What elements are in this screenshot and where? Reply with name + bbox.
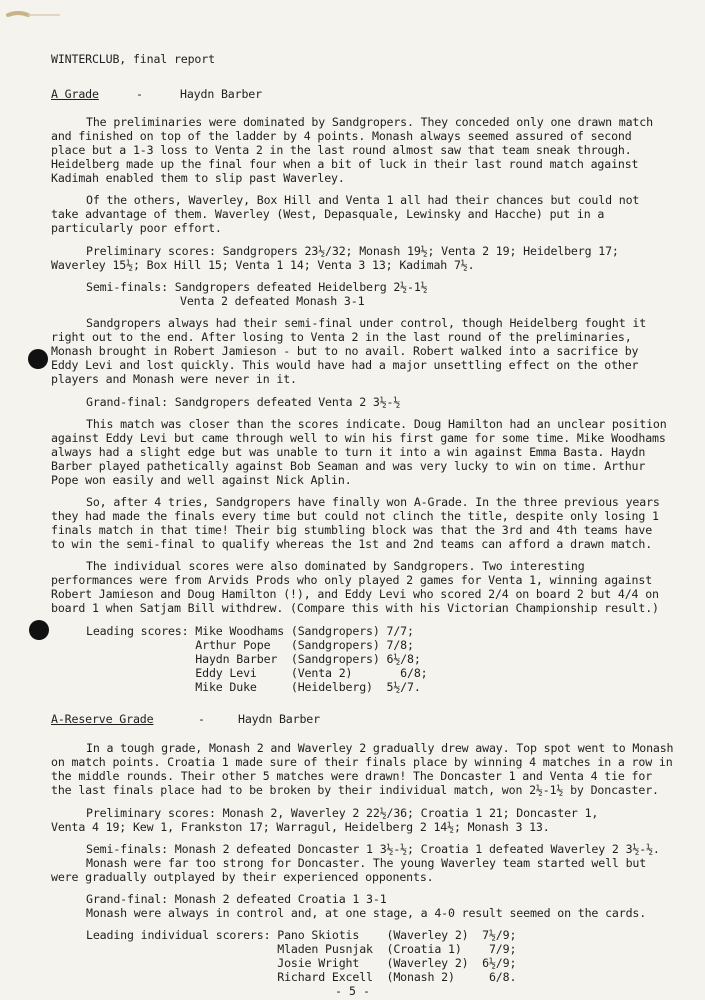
document-page: WINTERCLUB, final report A Grade - Haydn Barber The preliminaries were dominated by Sandgropers. They conceded only one drawn match and finished on top of the ladder by 4 points. Monash always seemed assured of second place but a 1-3 loss to Venta 2 in the last round almost saw that team sneak through. Heidelberg made up the final four when a bit of luck in their last round match against Kadimah enabled them to slip past Waverley. Of the others, Waverley, Box Hill and Venta 1 all had their chances but could not take advantage of them. Waverley (West, Depasquale, Lewinsky and Hacche) put in a particularly poor effort. Preliminary scores: Sandgropers 23½/32; Monash 19½; Venta 2 19; Heidelberg 17; Waverley 15½; Box Hill 15; Venta 1 14; Venta 3 13; Kadimah 7½. Semi-finals: Sandgropers defeated Heidelberg 2½-1½ Venta 2 defeated Monash 3-1 Sandgropers always had their semi-final under control, though Heidelberg fought it right out to the end. After losing to Venta 2 in the last round of the preliminaries, Monash brought in Robert Jamieson - but to no avail. Robert walked into a sacrifice by Eddy Levi and lost quickly. This would have had a major unsettling effect on the other players and Monash were never in it. Grand-final: Sandgropers defeated Venta 2 3½-½ This match was closer than the scores indicate. Doug Hamilton had an unclear position against Eddy Levi but came through well to win his first game for some time. Mike Woodhams always had a slight edge but was unable to turn it into a win against Emma Basta. Haydn Barber played pathetically against Bob Seaman and was very lucky to win on time. Arthur Pope won easily and well against Nick Aplin. So, after 4 tries, Sandgropers have finally won A-Grade. In the three previous years they had made the finals every time but could not clinch the title, despite only losing 1 finals match in that time! Their big stumbling block was that the 3rd and 4th teams have to win the semi-final to qualify whereas the 1st and 2nd teams can afford a drawn match. The individual scores were also dominated by Sandgropers. Two interesting performances were from Arvids Prods who only played 2 games for Venta 1, winning against Robert Jamieson and Doug Hamilton (!), and Eddy Levi who scored 2/4 on board 2 but 4/4 on board 1 when Satjam Bill withdrew. (Compare this with his Victorian Championship result.) Leading scores: Mike Woodhams (Sandgropers) 7/7; Arthur Pope (Sandgropers) 7/8; Haydn Barber (Sandgropers) 6½/8; Eddy Levi (Venta 2) 6/8; Mike Duke (Heidelberg) 5½/7. A-Reserve Grade - Haydn Barber In a tough grade, Monash 2 and Waverley 2 gradually drew away. Top spot went to Monash on match points. Croatia 1 made sure of their finals place by winning 4 matches in a row in the middle rounds. Their other 5 matches were drawn! The Doncaster 1 and Venta 4 tie for the last finals place had to be broken by their individual match, won 2½-1½ by Doncaster. Preliminary scores: Monash 2, Waverley 2 22½/36; Croatia 1 21; Doncaster 1, Venta 4 19; Kew 1, Frankston 17; Warragul, Heidelberg 2 14½; Monash 3 13. Semi-finals: Monash 2 defeated Doncaster 1 3½-½; Croatia 1 defeated Waverley 2 3½-½. Monash were far too strong for Doncaster. The young Waverley team started well but were gradually outplayed by their experienced opponents. Grand-final: Monash 2 defeated Croatia 1 3-1 Monash were always in control and, at one stage, a 4-0 result seemed on the cards. Leading individual scorers: Pano Skiotis (Waverley 2) 7½/9; Mladen Pusnjak (Croatia 1) 7/9; Josie Wright (Waverley 2) 6½/9; Richard Excell (Monash 2) 6/8. - 5 - bbox=[0, 0, 705, 1000]
a-grade-grand-final: Grand-final: Sandgropers defeated Venta 2 3½-½ bbox=[86, 395, 401, 409]
staple-mark bbox=[6, 10, 62, 20]
a-reserve-heading: A-Reserve Grade bbox=[51, 712, 154, 726]
page-number: - 5 - bbox=[335, 984, 370, 998]
a-grade-author: Haydn Barber bbox=[180, 87, 262, 101]
a-grade-dash: - bbox=[136, 87, 143, 101]
a-reserve-author: Haydn Barber bbox=[238, 712, 320, 726]
punch-hole-bottom bbox=[29, 620, 49, 640]
punch-hole-top bbox=[28, 349, 48, 369]
report-title: WINTERCLUB, final report bbox=[51, 52, 215, 66]
a-reserve-dash: - bbox=[198, 712, 205, 726]
a-grade-heading: A Grade bbox=[51, 87, 99, 101]
